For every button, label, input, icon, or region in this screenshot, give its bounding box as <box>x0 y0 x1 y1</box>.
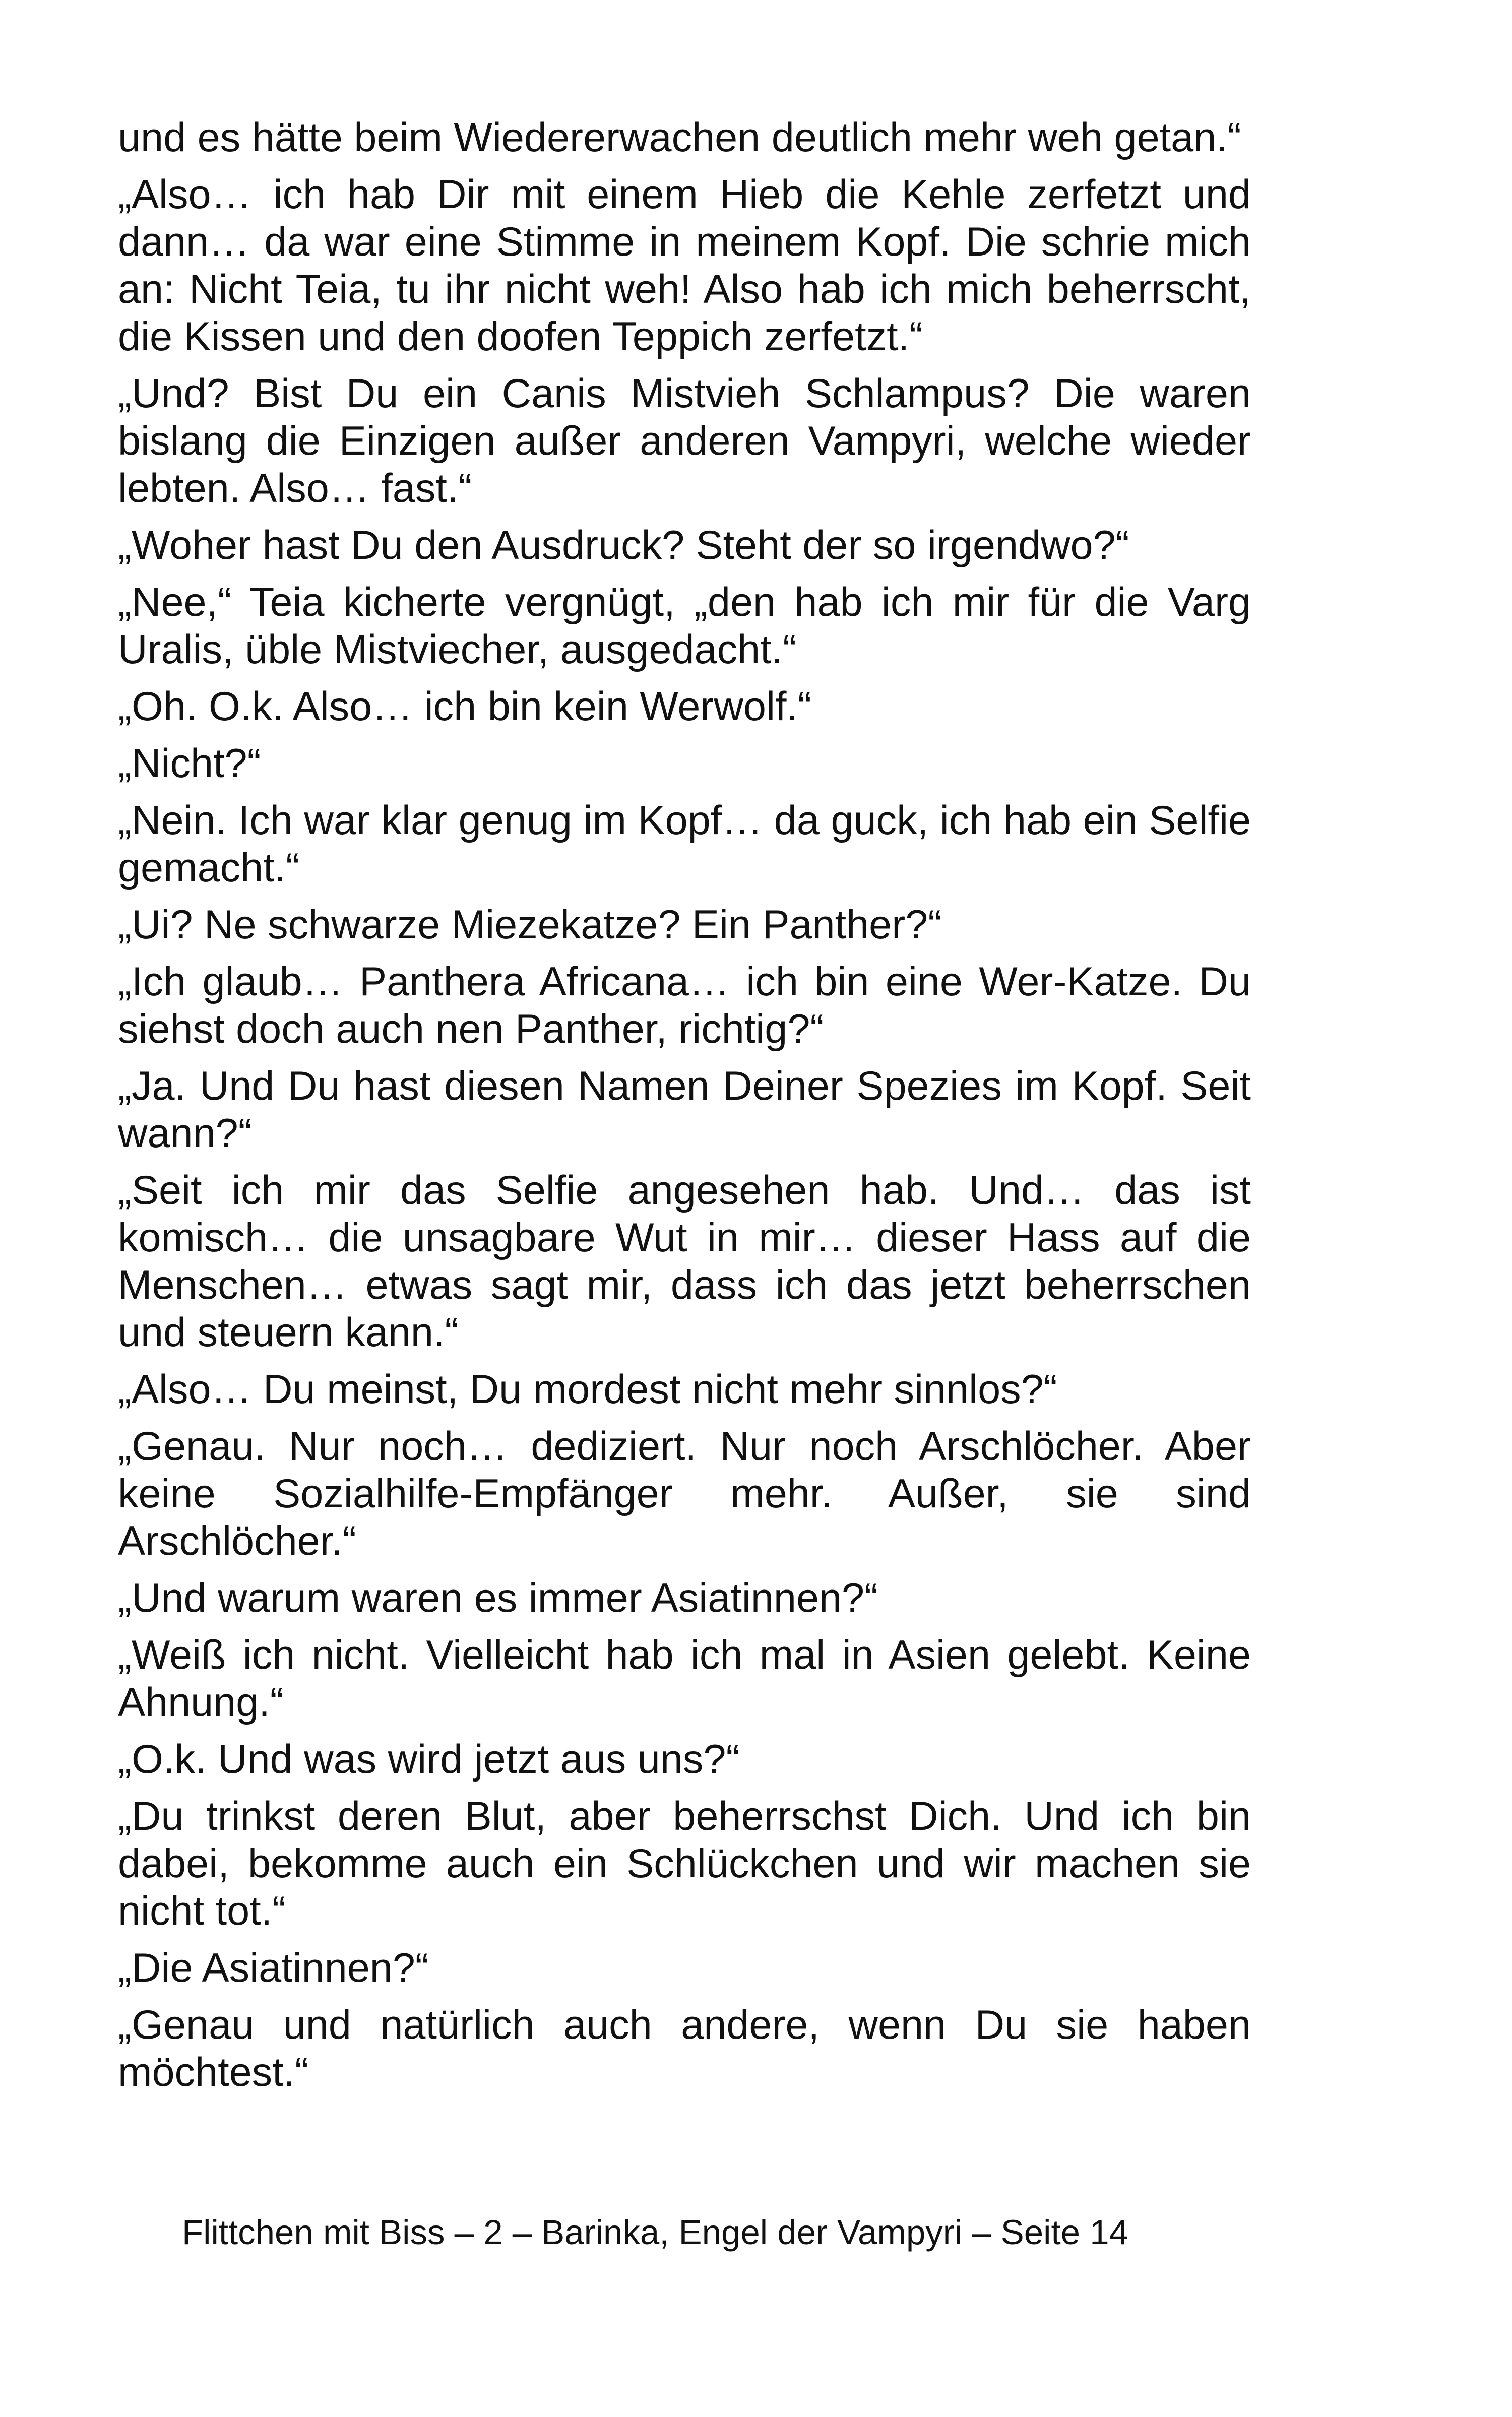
paragraph: „Und warum waren es immer Asiatinnen?“ <box>118 1575 878 1621</box>
paragraph: „Und? Bist Du ein Canis Mistvieh Schlampus? Die waren bislang die Einzigen außer anderen Vampyri, welche wieder lebten. Also… fast.“ <box>118 371 1251 511</box>
paragraph: „Weiß ich nicht. Vielleicht hab ich mal in Asien gelebt. Keine Ahnung.“ <box>118 1632 1251 1725</box>
paragraph: „Oh. O.k. Also… ich bin kein Werwolf.“ <box>118 684 811 729</box>
paragraph: „Ja. Und Du hast diesen Namen Deiner Spezies im Kopf. Seit wann?“ <box>118 1063 1251 1156</box>
paragraph: „Die Asiatinnen?“ <box>118 1945 429 1991</box>
paragraph: „Nicht?“ <box>118 741 261 786</box>
body-text <box>118 114 1251 2106</box>
paragraph: „Du trinkst deren Blut, aber beherrschst Dich. Und ich bin dabei, bekomme auch ein Schlückchen und wir machen sie nicht tot.“ <box>118 1794 1251 1934</box>
paragraph: und es hätte beim Wiedererwachen deutlich mehr weh getan.“ <box>118 115 1241 160</box>
paragraph: „Also… ich hab Dir mit einem Hieb die Kehle zerfetzt und dann… da war eine Stimme in meinem Kopf. Die schrie mich an: Nicht Teia, tu ihr nicht weh! Also hab ich mich beherrscht, die Kissen und den doofen Teppich zerfetzt.“ <box>118 172 1251 359</box>
paragraph: „Genau. Nur noch… dediziert. Nur noch Arschlöcher. Aber keine Sozialhilfe-Empfänger mehr. Außer, sie sind Arschlöcher.“ <box>118 1424 1251 1564</box>
paragraph: „Genau und natürlich auch andere, wenn Du sie haben möchtest.“ <box>118 2002 1251 2095</box>
paragraph: „Ui? Ne schwarze Miezekatze? Ein Panther?“ <box>118 902 942 947</box>
paragraph: „Nein. Ich war klar genug im Kopf… da guck, ich hab ein Selfie gemacht.“ <box>118 798 1251 891</box>
page-footer: Flittchen mit Biss – 2 – Barinka, Engel der Vampyri – Seite 14 <box>182 2213 1128 2252</box>
paragraph: „Also… Du meinst, Du mordest nicht mehr sinnlos?“ <box>118 1367 1057 1412</box>
paragraph: „Ich glaub… Panthera Africana… ich bin eine Wer-Katze. Du siehst doch auch nen Panther, richtig?“ <box>118 959 1251 1052</box>
paragraph: „Woher hast Du den Ausdruck? Steht der so irgendwo?“ <box>118 523 1129 568</box>
paragraph: „Nee,“ Teia kicherte vergnügt, „den hab ich mir für die Varg Uralis, üble Mistviecher, ausgedacht.“ <box>118 580 1251 672</box>
paragraph: „O.k. Und was wird jetzt aus uns?“ <box>118 1737 740 1782</box>
paragraph: „Seit ich mir das Selfie angesehen hab. Und… das ist komisch… die unsagbare Wut in mir… dieser Hass auf die Menschen… etwas sagt mir, dass ich das jetzt beherrschen und steuern kann.“ <box>118 1168 1251 1355</box>
